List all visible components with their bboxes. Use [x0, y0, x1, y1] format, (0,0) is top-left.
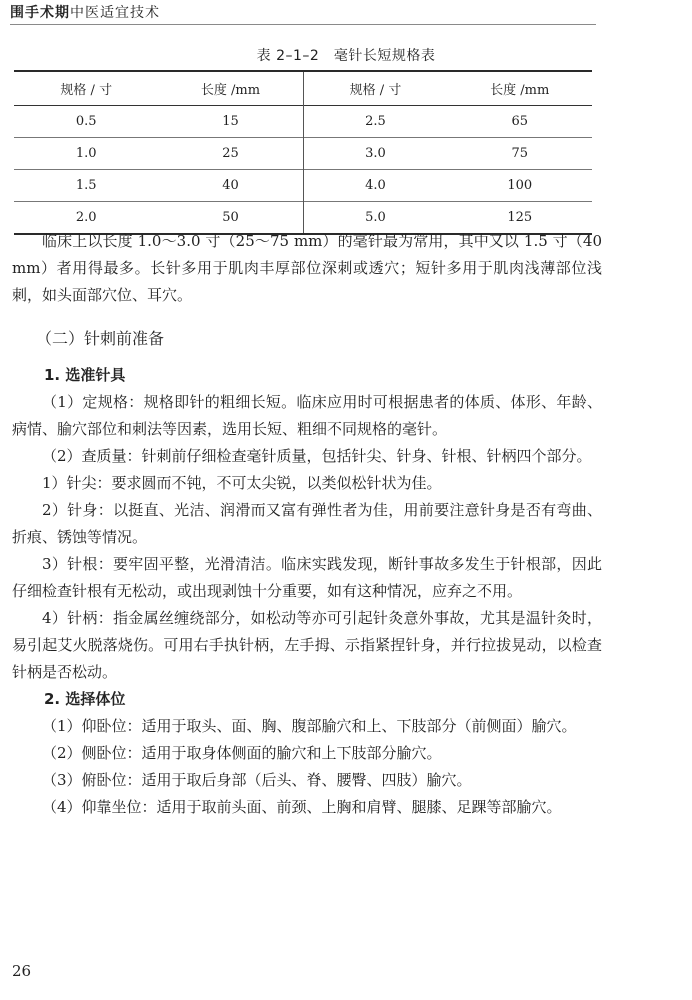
table-cell: 25	[159, 138, 304, 170]
paragraph-spec: （1）定规格：规格即针的粗细长短。临床应用时可根据患者的体质、体形、年龄、病情、腧穴部位和刺法等因素，选用长短、粗细不同规格的毫针。	[12, 393, 602, 438]
table-cell: 100	[507, 178, 533, 193]
col-header-spec-left: 规格 / 寸	[60, 83, 113, 98]
subsection-heading-needle-selection: 1. 选准针具	[44, 366, 126, 384]
table-cell: 15	[159, 106, 304, 138]
section-heading: （二）针刺前准备	[36, 329, 165, 348]
table-row	[14, 138, 592, 170]
col-header-length-right: 长度 /mm	[490, 83, 550, 98]
paragraph-body: 2）针身：以挺直、光洁、润滑而又富有弹性者为佳，用前要注意针身是否有弯曲、折痕、锈蚀等情况。	[12, 501, 602, 546]
paragraph-handle: 4）针柄：指金属丝缠绕部分，如松动等亦可引起针灸意外事故，尤其是温针灸时，易引起艾火脱落烧伤。可用右手执针柄，左手拇、示指紧捏针身，并行拉拔晃动，以检查针柄是否松动。	[12, 609, 602, 681]
paragraph-quality: （2）查质量：针刺前仔细检查毫针质量，包括针尖、针身、针根、针柄四个部分。	[42, 447, 592, 465]
table-cell: 125	[507, 210, 533, 225]
book-title: 围手术期	[10, 5, 70, 21]
table-cell: 75	[511, 146, 529, 161]
body-text	[12, 228, 602, 821]
needle-spec-table	[14, 70, 592, 235]
paragraph-supine: （1）仰卧位：适用于取头、面、胸、腹部腧穴和上、下肢部分（前侧面）腧穴。	[42, 717, 577, 735]
col-header-length-left: 长度 /mm	[159, 71, 304, 106]
table-cell: 65	[511, 114, 529, 129]
table-cell: 3.0	[365, 146, 386, 161]
table-cell: 4.0	[365, 178, 386, 193]
table-cell: 5.0	[365, 210, 386, 225]
table-cell: 2.5	[365, 114, 386, 129]
table-caption: 表 2–1–2 毫针长短规格表	[256, 48, 436, 64]
table-cell: 2.0	[75, 210, 97, 225]
col-header-spec-right: 规格 / 寸	[349, 83, 402, 98]
table-cell: 40	[159, 170, 304, 202]
header-rule	[10, 24, 596, 25]
intro-paragraph: 临床上以长度 1.0～3.0 寸（25～75 mm）的毫针最为常用，其中又以 1.5 寸（40 mm）者用得最多。长针多用于肌肉丰厚部位深刺或透穴；短针多用于肌肉浅薄部位浅刺，如头面部穴位、耳穴。	[12, 232, 602, 304]
paragraph-reclining: （4）仰靠坐位：适用于取前头面、前颈、上胸和肩臂、腿膝、足踝等部腧穴。	[42, 798, 562, 816]
table-row	[14, 106, 592, 138]
paragraph-prone: （3）俯卧位：适用于取后身部（后头、脊、腰臀、四肢）腧穴。	[42, 771, 472, 789]
page-number: 26	[12, 962, 32, 980]
table-cell: 1.0	[75, 146, 97, 161]
paragraph-lateral: （2）侧卧位：适用于取身体侧面的腧穴和上下肢部分腧穴。	[42, 744, 442, 762]
subsection-heading-posture: 2. 选择体位	[44, 690, 126, 708]
table-cell: 0.5	[75, 114, 97, 129]
table-cell: 50	[159, 202, 304, 235]
paragraph-root: 3）针根：要牢固平整，光滑清洁。临床实践发现，断针事故多发生于针根部，因此仔细检查针根有无松动，或出现剥蚀十分重要，如有这种情况，应弃之不用。	[12, 555, 602, 600]
book-subtitle: 中医适宜技术	[70, 5, 160, 21]
running-header	[10, 2, 160, 22]
table-cell: 1.5	[75, 178, 97, 193]
table-row	[14, 170, 592, 202]
paragraph-tip: 1）针尖：要求圆而不钝，不可太尖锐，以类似松针状为佳。	[42, 474, 442, 492]
table-header-row	[14, 71, 592, 106]
